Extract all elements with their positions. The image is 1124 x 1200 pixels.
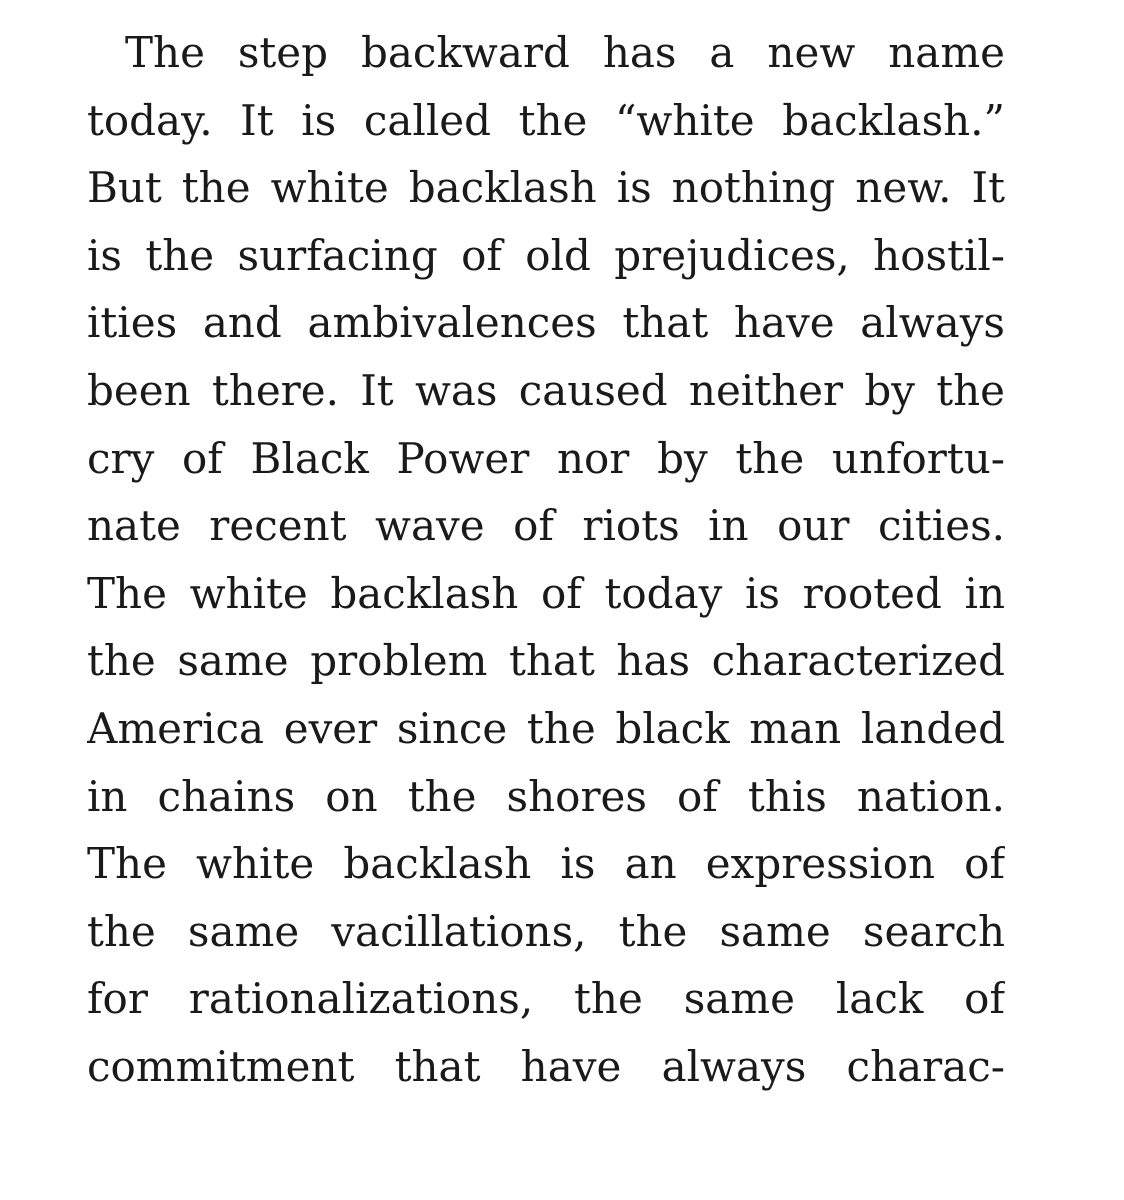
text-line-5: ities and ambivalences that have always bbox=[87, 298, 1005, 348]
text-line-10: the same problem that has characterized bbox=[87, 636, 1005, 686]
paragraph bbox=[87, 19, 1005, 1101]
text-line-12: in chains on the shores of this nation. bbox=[87, 771, 1005, 821]
text-line-6: been there. It was caused neither by the bbox=[87, 365, 1005, 415]
text-line-4: is the surfacing of old prejudices, hostil- bbox=[87, 230, 1005, 280]
text-line-13: The white backlash is an expression of bbox=[87, 839, 1005, 889]
text-line-16: commitment that have always charac- bbox=[87, 1041, 1005, 1091]
text-line-8: nate recent wave of riots in our cities. bbox=[87, 501, 1005, 551]
text-line-9: The white backlash of today is rooted in bbox=[87, 568, 1005, 618]
text-line-11: America ever since the black man landed bbox=[87, 703, 1005, 753]
text-line-3: But the white backlash is nothing new. It bbox=[87, 163, 1005, 213]
text-line-1: The step backward has a new name bbox=[125, 28, 1005, 77]
text-line-15: for rationalizations, the same lack of bbox=[87, 974, 1005, 1024]
text-line-7: cry of Black Power nor by the unfortu- bbox=[87, 433, 1005, 483]
text-line-2: today. It is called the “white backlash.” bbox=[87, 95, 1005, 145]
text-line-14: the same vacillations, the same search bbox=[87, 906, 1005, 956]
